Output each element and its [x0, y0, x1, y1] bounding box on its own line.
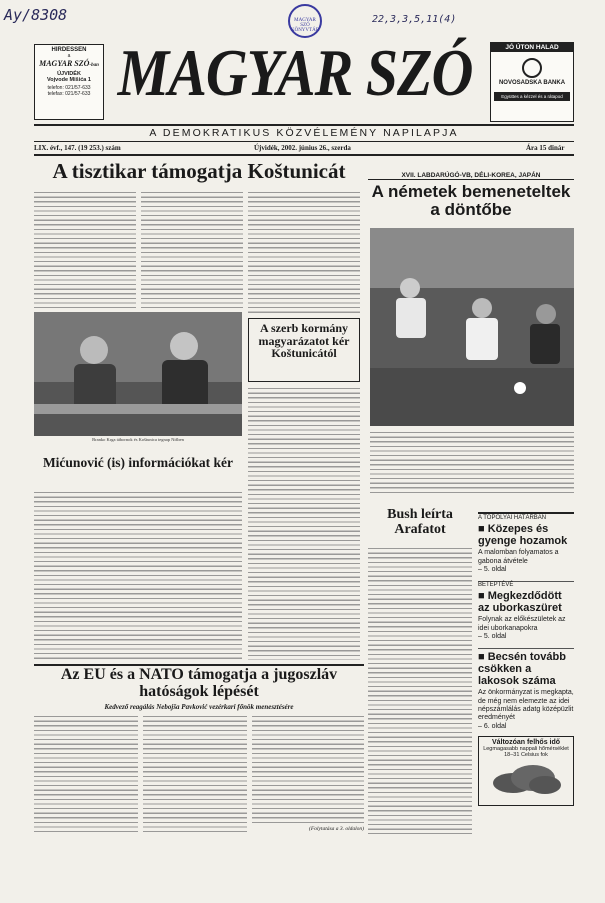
advertisement-right [490, 42, 574, 122]
sidebar-section2: BETEPTÉVÉ [478, 581, 574, 588]
weather-box [478, 736, 574, 806]
photo-worldcup-match [370, 228, 574, 426]
teaser1-page: – 5. oldal [478, 565, 507, 573]
teaser2-text: Folynak az előkészületek az idei uborkanapokra [478, 616, 566, 632]
article4-headline: Bush leírta Arafatot [387, 507, 453, 537]
sidebar [478, 512, 574, 806]
article1-body-col2 [141, 190, 243, 308]
masthead-rule-mid [34, 141, 574, 142]
sidebar-section1: A TOPOLYAI HATÁRBAN [478, 515, 547, 521]
handwritten-date-note: 22,3,3,5,11(4) [372, 14, 457, 25]
advertisement-left [34, 44, 104, 120]
article3-headline: A szerb kormány magyarázatot kér Koštunicától [258, 321, 350, 361]
teaser3-title: ■ Becsén tovább csökken a lakosok száma [478, 648, 574, 687]
article1-headline: A tisztikar támogatja Koštunicát [52, 159, 346, 183]
weather-title: Változóan felhős idő [491, 738, 561, 746]
article3-headline-box [248, 318, 360, 382]
issue-price: Ára 15 dinár [526, 144, 565, 152]
ad-fax: telefax: 021/57-633 [47, 91, 91, 97]
teaser3-page: – 6. oldal [478, 722, 507, 730]
article3-body [248, 386, 360, 660]
ad-address: Vojvode Mišića 1 [47, 77, 91, 83]
masthead-subtitle: A DEMOKRATIKUS KÖZVÉLEMÉNY NAPILAPJA [149, 127, 459, 139]
photo-krga-kostunica [34, 312, 242, 436]
teaser3-text: Az önkormányzat is megkapta, de még nem elemezte az idei népszámlálás adatg középüzlit eredményét [478, 689, 574, 722]
ad-brand: MAGYAR SZÓ-ban [39, 59, 99, 68]
article5-body-col3 [252, 714, 364, 826]
ad-right-slogan: Együttes a kézzel és a rátapod [494, 92, 570, 101]
weather-text: Legmagasabb nappali hőmérséklet 18–31 Celsius fok [483, 745, 569, 758]
article2-headline: Mićunović (is) információkat kér [42, 455, 234, 470]
ad-city: ÚJVIDÉK [57, 71, 81, 77]
masthead-rule-top [34, 124, 574, 126]
article5-headline: Az EU és a NATO támogatja a jugoszláv hatóságok lépését [60, 666, 338, 700]
article5-body-col2 [143, 714, 247, 834]
worldcup-caption-text [370, 430, 574, 496]
article5-continued: (Folytatása a 3. oldalon) [309, 826, 364, 832]
teaser2-title: ■ Megkezdődött az uborkaszüret [478, 589, 562, 615]
worldcup-headline: A németek bemeneteltek a döntőbe [371, 182, 571, 219]
issue-date: Újvidék, 2002. június 26., szerda [254, 144, 351, 152]
article1-body-col3 [248, 190, 360, 316]
teaser2-page: – 5. oldal [478, 632, 507, 640]
article1-body-col1 [34, 190, 136, 308]
ad-phone: telefon: 021/57-633 [47, 85, 91, 91]
ad-right-bank: NOVOSADSKA BANKA [498, 80, 566, 86]
article5-subhead: Kedvező reagálás Nebojša Pavković vezérkari főnök menesztésére [104, 703, 294, 711]
issue-volume: LIX. évf., 147. (19 253.) szám [34, 144, 121, 152]
ad-line1: HIRDESSEN [51, 47, 87, 53]
article4-body [368, 546, 472, 834]
handwritten-catalog-code: Ay/8308 [4, 6, 68, 24]
article5-body-col1 [34, 714, 138, 834]
library-stamp: MAGYAR SZÓ KÖNYVTÁR [288, 4, 322, 38]
ad-line2: a [67, 53, 71, 59]
article2-body [34, 490, 242, 660]
masthead-rule-bottom [34, 154, 574, 156]
worldcup-kicker: XVII. LABDARÚGÓ-VB, DÉLI-KOREA, JAPÁN [368, 172, 574, 180]
teaser1-text: A malomban folyamatos a gabona átvétele [478, 549, 559, 565]
teaser1-title: ■ Közepes és gyenge hozamok [478, 523, 568, 548]
ad-right-header: JÓ ÚTON HALAD [491, 43, 573, 52]
masthead-title: MAGYAR SZÓ [117, 35, 473, 110]
bank-logo-icon [522, 58, 542, 78]
cloud-icon [483, 758, 569, 798]
photo1-caption: Branko Krga tábornok és Koštunica tegnap Nišben [92, 437, 184, 442]
